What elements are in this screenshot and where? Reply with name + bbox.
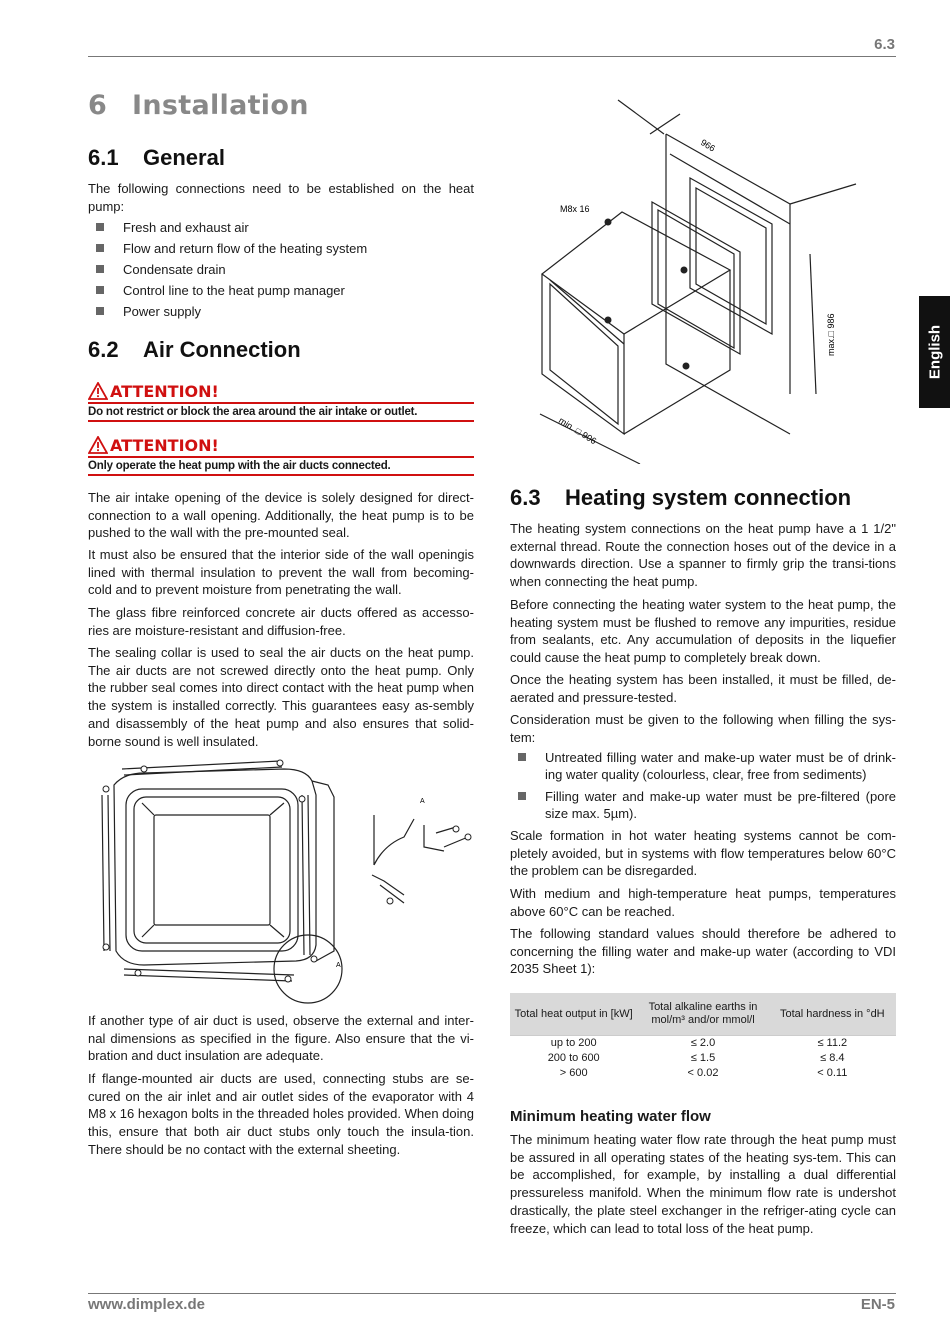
dimension-label: max.□ 986 <box>826 313 836 356</box>
section-6-3-heading <box>510 485 851 511</box>
paragraph: Before connecting the heating water system to the heat pump, the heating system must be flushed to remove any impurities, residue from sealants, etc. Any accumulation of deposits in the liquefier could cause the heat pump to completely break down. <box>510 597 896 666</box>
paragraph: It must also be ensured that the interior side of the wall openingis lined with thermal insulation to prevent the wall from becoming-cold and to prevent moisture from penetrating the wall. <box>88 547 474 598</box>
section-number: 6.2 <box>88 337 119 362</box>
bolt-label: M8x 16 <box>560 204 590 214</box>
paragraph: The glass fibre reinforced concrete air ducts offered as accesso-ries are moisture-resistant and diffusion-free. <box>88 605 474 638</box>
attention-text: Do not restrict or block the area around the air intake or outlet. <box>88 406 418 418</box>
chapter-title: Installation <box>132 90 309 121</box>
footer-website[interactable]: www.dimplex.de <box>88 1296 205 1313</box>
footer-rule <box>88 1293 896 1294</box>
paragraph: If another type of air duct is used, observe the external and inter-nal dimensions as specified in the figure. Also ensure that the vi-bration and duct insulation are adequate. <box>88 1013 474 1064</box>
list-item: Condensate drain <box>96 261 474 278</box>
chapter-number: 6 <box>88 90 108 121</box>
water-values-table <box>510 993 896 1081</box>
paragraph: Once the heating system has been installed, it must be filled, de-aerated and pressure-tested. <box>510 672 896 705</box>
attention-title: ATTENTION! <box>88 436 474 456</box>
paragraph: The heating system connections on the heat pump have a 1 1/2" external thread. Route the connection hoses out of the device in a downwards direction. Use a spanner to firmly grip the transi-tions when connecting the heat pump. <box>510 521 896 590</box>
language-tab[interactable] <box>919 296 950 408</box>
section-number: 6.1 <box>88 145 119 170</box>
list-item: Power supply <box>96 303 474 320</box>
min-flow-heading: Minimum heating water flow <box>510 1108 711 1125</box>
section-number: 6.3 <box>510 485 541 510</box>
attention-box <box>88 382 474 422</box>
table-row: > 600 < 0.02 < 0.11 <box>510 1066 896 1081</box>
header-section-ref: 6.3 <box>874 36 895 53</box>
paragraph: Scale formation in hot water heating systems cannot be com-pletely avoided, but in systems with flow temperatures below 60°C the problem can be disregarded. <box>510 828 896 879</box>
list-item: Filling water and make-up water must be pre-filtered (pore size max. 5µm). <box>518 788 896 822</box>
table-header: Total heat output in [kW] <box>510 993 637 1036</box>
paragraph: If flange-mounted air ducts are used, connecting stubs are se-cured on the air inlet and air outlet sides of the evaporator with 4 M8 x 16 hexagon bolts in the threaded holes provided. When doing this, ensure that both air duct stubs only touch the insula-tion. There should be no contact with the external sheeting. <box>88 1071 474 1157</box>
paragraph: The minimum heating water flow rate through the heat pump must be assured in all operating states of the heating sys-tem. This can be accomplished, for example, by installing a dual differential pressureless manifold. When the minimum flow rate is undershot drastically, the plate steel exchanger in the refriger-ating cycle can freeze, which can lead to total loss of the heat pump. <box>510 1132 896 1236</box>
detail-a-label: A <box>336 962 341 969</box>
wall-duct-figure <box>520 94 860 464</box>
table-header: Total hardness in °dH <box>769 993 896 1036</box>
attention-text: Only operate the heat pump with the air ducts connected. <box>88 460 391 472</box>
paragraph: The following standard values should therefore be adhered to concerning the filling water and make-up water (according to VDI 2035 Sheet 1): <box>510 926 896 977</box>
section-6-2-heading <box>88 337 301 363</box>
detail-a-label: A <box>420 798 425 805</box>
warning-icon <box>88 436 108 454</box>
list-item: Untreated filling water and make-up water must be of drink-ing water quality (colourless, clear, free from sediments) <box>518 749 896 783</box>
section-title: Heating system connection <box>565 485 852 510</box>
paragraph: With medium and high-temperature heat pumps, temperatures above 60°C can be reached. <box>510 886 896 919</box>
attention-title: ATTENTION! <box>88 382 474 402</box>
list-item: Control line to the heat pump manager <box>96 282 474 299</box>
paragraph: The air intake opening of the device is solely designed for direct-connection to a wall opening. Additionally, the heat pump is to be pushed to the wall with the pre-mounted seal. <box>88 490 474 541</box>
paragraph: The sealing collar is used to seal the air ducts on the heat pump. The air ducts are not screwed directly onto the heat pump. Only the rubber seal comes into direct contact with the heat pump when the system is installed correctly. This guarantees easy as-sembly and disassembly of the heat pump and also ensures that solid-borne sound is well insulated. <box>88 645 474 749</box>
attention-box <box>88 436 474 476</box>
warning-icon <box>88 382 108 400</box>
section-title: Air Connection <box>143 337 301 362</box>
section-6-1-heading <box>88 145 225 171</box>
language-tab-label: English <box>926 324 943 380</box>
header-rule <box>88 56 896 57</box>
footer-page-number: EN-5 <box>860 1296 895 1313</box>
table-row: up to 200 ≤ 2.0 ≤ 11.2 <box>510 1036 896 1051</box>
general-intro: The following connections need to be established on the heat pump: <box>88 181 474 214</box>
air-duct-seal-figure <box>84 755 476 1015</box>
table-header: Total alkaline earths in mol/m³ and/or mmol/l <box>637 993 768 1036</box>
dimension-label: 966 <box>698 137 717 154</box>
table-row: 200 to 600 ≤ 1.5 ≤ 8.4 <box>510 1051 896 1066</box>
chapter-heading <box>88 90 309 121</box>
section-title: General <box>143 145 225 170</box>
list-item: Fresh and exhaust air <box>96 219 474 236</box>
list-item: Flow and return flow of the heating system <box>96 240 474 257</box>
dimension-label: min. □ 906 <box>556 415 599 447</box>
paragraph: Consideration must be given to the following when filling the sys-tem: <box>510 712 896 745</box>
